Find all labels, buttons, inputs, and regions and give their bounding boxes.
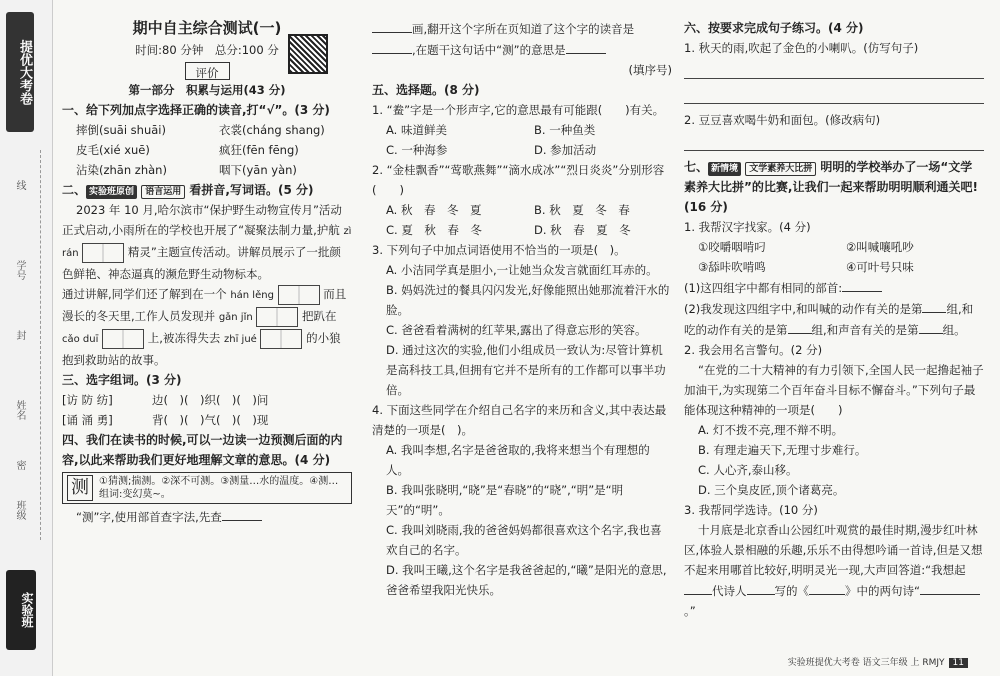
answer-blank[interactable] [920, 580, 980, 595]
dict-character: 测 [67, 475, 93, 501]
question-5: 五、选择题。(8 分) [372, 83, 480, 97]
char-group: ②叫喊嚷吼吵 [846, 240, 914, 254]
brand-label-bottom: 实验班 [6, 570, 36, 650]
column-2 [372, 18, 672, 600]
option[interactable]: B. 秋 夏 冬 春 [534, 203, 630, 217]
page-title: 期中自主综合测试(一) [132, 19, 282, 37]
q4-text: 画,翻开这个字所在页知道了这个字的读音是 [412, 22, 635, 36]
char-group: ①咬嚼咽啃叼 [698, 240, 766, 254]
q7-1: 1. 我帮汉字找家。(4 分) [684, 220, 811, 234]
char-group: ④可叶号只味 [846, 260, 914, 274]
answer-grid[interactable] [256, 307, 298, 327]
q7-1-d: 组,和声音有关的是第 [811, 323, 919, 337]
dict-line: ①猜测;揣测。②深不可测。③测量…水的温度。④测… [99, 476, 339, 487]
score-label: 评价 [195, 65, 219, 80]
answer-grid[interactable] [102, 329, 144, 349]
option[interactable]: C. 爸爸看着满树的红苹果,露出了得意忘形的笑容。 [386, 323, 647, 337]
class-label: 班级 [14, 500, 25, 520]
option[interactable]: C. 我叫刘晓雨,我的爸爸妈妈都很喜欢这个名字,我也喜欢自己的名字。 [386, 523, 662, 557]
option[interactable]: A. 我叫李想,名字是爸爸取的,我将来想当个有理想的人。 [386, 443, 650, 477]
q2-passage: 的小狼抱到救助站的故事。 [62, 331, 341, 367]
q2-passage: 精灵”主题宣传活动。讲解员展示了一批颜色鲜艳、神态逼真的濒危野生动物标本。 [62, 245, 341, 281]
option[interactable]: B. 有理走遍天下,无理寸步难行。 [698, 443, 867, 457]
exam-meta: 时间:80 分钟 总分:100 分 [135, 43, 279, 57]
column-3: 六、按要求完成句子练习。(4 分) 1. 秋天的雨,吹起了金色的小喇叭。(仿写句子) 2. 豆豆喜欢喝牛奶和面包。(修改病句) 七、 新情境 文学素养大比拼 明明的学校举办了一场“文学素养大比拼”的比赛,让我们一起来帮助明明顺利通关吧!(16 分) 1. 我帮汉字找家。(4 分) ①咬嚼咽啃叼 ②叫喊嚷吼吵 ③舔咔吹啃鸣 ④可叶号只味 (1)这四组字中都有相同的部首: (2)我发现这四组字中,和叫喊的动作有关的是第 组,和吃的动作有关的是第 组,和声音有关的是第 组。 2. 我会用名言警句。(2 分) “在党的二十大精神的有力引领下,全国人民一起撸起袖子加油干,为实现第二个百年奋斗目标不懈奋斗。”下列句子最能体现这种精神的一项是( ) A. 灯不拨不亮,理不辩不明。 B. 有理走遍天下,无理寸步难行。 C. 人心齐,泰山移。 D. 三个臭皮匠,顶个诸葛亮。 3. 我帮同学选诗。(10 分) 十月底是北京香山公园红叶观赏的最佳时期,漫步红叶林区,体验人景相融的乐趣,乐乐不由得想吟诵一首诗,但是又想不起来用哪首比较好,明明灵光一现,大声回答道:“我想起代诗人 写的《 》中的两句诗“。” [684, 18, 984, 621]
q1-item[interactable]: 疯狂(fēn fēng) [219, 143, 299, 157]
q2-passage: 上,被冻得失去 [147, 331, 221, 345]
q1-item[interactable]: 皮毛(xié xuē) [76, 143, 150, 157]
answer-blank[interactable] [922, 298, 946, 313]
q7-3-text: 》中的两句诗“ [845, 584, 920, 598]
q4-note: (填序号) [628, 63, 672, 77]
question-6: 六、按要求完成句子练习。(4 分) [684, 21, 864, 35]
new-context-tag: 新情境 [708, 162, 741, 176]
q5-2: 2. “金桂飘香”“莺歌燕舞”“滴水成冰”“烈日炎炎”分别形容( ) [372, 163, 665, 197]
score-box[interactable] [185, 62, 230, 80]
option[interactable]: C. 人心齐,泰山移。 [698, 463, 798, 477]
q7-1-b: (2)我发现这四组字中,和叫喊的动作有关的是第 [684, 302, 923, 316]
option[interactable]: D. 参加活动 [534, 143, 597, 157]
char-group: ③舔咔吹啃鸣 [698, 260, 766, 274]
answer-blank[interactable] [372, 18, 412, 33]
answer-line[interactable] [684, 132, 984, 151]
q7-3-text: 代诗人 [712, 584, 747, 598]
pinyin-hint: gǎn jǐn [218, 312, 253, 323]
q6-2: 2. 豆豆喜欢喝牛奶和面包。(修改病句) [684, 113, 881, 127]
q3-blanks[interactable]: 边( )( )织( )( )问 [152, 393, 269, 407]
pinyin-hint: zhī jué [224, 334, 257, 345]
q7-2: 2. 我会用名言警句。(2 分) [684, 343, 823, 357]
answer-blank[interactable] [809, 580, 845, 595]
answer-blank[interactable] [919, 319, 943, 334]
option[interactable]: A. 灯不拨不亮,理不辩不明。 [698, 423, 844, 437]
q5-1: 1. “鲞”字是一个形声字,它的意思最有可能跟( )有关。 [372, 103, 665, 117]
answer-blank[interactable] [747, 580, 775, 595]
footer-text: 实验班提优大考卷 语文三年级 上 RMJY [787, 658, 945, 668]
answer-grid[interactable] [260, 329, 302, 349]
q1-item[interactable]: 咽下(yān yàn) [219, 163, 297, 177]
option[interactable]: B. 一种鱼类 [534, 123, 596, 137]
answer-blank[interactable] [684, 580, 712, 595]
question-1: 一、给下列加点字选择正确的读音,打“√”。(3 分) [62, 103, 330, 117]
part-heading: 第一部分 积累与运用(43 分) [128, 83, 286, 97]
q7-3: 3. 我帮同学选诗。(10 分) [684, 503, 818, 517]
q7-1-c: 组,和吃的动作有关的是第 [684, 302, 974, 337]
question-3: 三、选字组词。(3 分) [62, 373, 182, 387]
student-id-label: 学号 [14, 260, 25, 280]
question-2: 看拼音,写词语。(5 分) [189, 183, 314, 197]
q5-4: 4. 下面这些同学在介绍自己名字的来历和含义,其中表达最清楚的一项是( )。 [372, 403, 667, 437]
q1-item[interactable]: 沾染(zhān zhàn) [76, 163, 167, 177]
option[interactable]: A. 秋 春 冬 夏 [386, 203, 482, 217]
q6-1: 1. 秋天的雨,吹起了金色的小喇叭。(仿写句子) [684, 41, 919, 55]
q3-choices: [访 防 纺] [62, 393, 113, 407]
q7-3-text: 。” [684, 604, 696, 618]
column-1: 期中自主综合测试(一) 时间:80 分钟 总分:100 分 评价 第一部分 积累与运用(43 分) 一、给下列加点字选择正确的读音,打“√”。(3 分) 摔倒(suāi shuāi) 衣裳(cháng shang) 皮毛(xié xuē) 疯狂(fēn fēng) 沾染(zhān zhàn) 咽下(yān yàn) 二、 实验班原创 语言运用 看拼音,写词语。(5 分) 2023 年 10 月,哈尔滨市“保护野生动物宣传月”活动正式启动,小雨所在的学校也开展了“凝聚法制力量,护航 zì rán 精灵”主题宣传活动。讲解员展示了一批颜色鲜艳、神态逼真的濒危野生动物标本。 通过讲解,同学们还了解到在一个 hán lěng 而且漫长的冬天里,工作人员发现并 gǎn jǐn 把趴在 cǎo duī 上,被冻得失去 zhī jué 的小狼抱到救助站的故事。 三、选字组词。(3 分) [访 防 纺] 边( )( )织( )( )问 [诵 涌 勇] 背( )( )气( )( )现 四、我们在读书的时候,可以一边读一边预测后面的内容,以此来帮助我们更好地理解文章的意思。(4 分) 测 ①猜测;揣测。②深不可测。③测量…水的温度。④测… 组词:变幻莫~。 “测”字,使用部首查字法,先查 [62, 19, 352, 524]
margin-mark-secret: 密 [14, 460, 25, 470]
dict-line: 组词:变幻莫~。 [99, 489, 171, 500]
option[interactable]: D. 秋 春 夏 冬 [534, 223, 631, 237]
page-footer [788, 655, 968, 668]
answer-line[interactable] [684, 85, 984, 104]
q2-passage: 通过讲解,同学们还了解到在一个 [62, 287, 227, 301]
q1-item[interactable]: 衣裳(cháng shang) [219, 123, 325, 137]
pinyin-hint: zì rán [62, 226, 352, 259]
original-tag: 实验班原创 [86, 185, 137, 199]
q2-passage: 而且漫长的冬天里,工作人员发现并 [62, 287, 347, 323]
option[interactable]: C. 夏 秋 春 冬 [386, 223, 482, 237]
answer-blank[interactable] [372, 39, 412, 54]
option[interactable]: D. 通过这次的实验,他们小组成员一致认为:尽管计算机是高科技工具,但拥有它并不是所有的工作都可以事半功倍。 [386, 343, 666, 397]
q7-3-text: 十月底是北京香山公园红叶观赏的最佳时期,漫步红叶林区,体验人景相融的乐趣,乐乐不由得想吟诵一首诗,但是又想不起来用哪首比较好,明明灵光一现,大声回答道:“我想起 [684, 523, 983, 577]
question-7: 明明的学校举办了一场“文学素养大比拼”的比赛,让我们一起来帮助明明顺利通关吧!(16 分) [684, 160, 978, 214]
pinyin-hint: hán lěng [230, 290, 274, 301]
pinyin-hint: cǎo duī [62, 334, 99, 345]
brand-label: 提优大考卷 [6, 12, 34, 132]
answer-blank[interactable] [842, 277, 882, 292]
q4-text: “测”字,使用部首查字法,先查 [76, 510, 222, 524]
answer-grid[interactable] [278, 285, 320, 305]
literacy-tag: 文学素养大比拼 [745, 162, 816, 176]
q3-blanks[interactable]: 背( )( )气( )( )现 [152, 413, 269, 427]
q4-text: ,在题干这句话中“测”的意思是 [412, 43, 566, 57]
page-number: 11 [949, 658, 968, 668]
answer-blank[interactable] [788, 319, 812, 334]
option[interactable]: A. 小洁同学真是胆小,一让她当众发言就面红耳赤的。 [386, 263, 658, 277]
answer-line[interactable] [684, 60, 984, 79]
answer-blank[interactable] [222, 506, 262, 521]
cut-line [40, 150, 42, 540]
answer-blank[interactable] [566, 39, 606, 54]
binding-margin [0, 0, 53, 676]
name-label: 姓名 [14, 400, 25, 420]
margin-mark-line: 线 [14, 180, 25, 190]
q3-choices: [诵 涌 勇] [62, 413, 113, 427]
q7-2-text: “在党的二十大精神的有力引领下,全国人民一起撸起袖子加油干,为实现第二个百年奋斗目标不懈奋斗。”下列句子最能体现这种精神的一项是( ) [684, 363, 984, 417]
option[interactable]: B. 我叫张晓明,“晓”是“春晓”的“晓”,“明”是“明天”的“明”。 [386, 483, 624, 517]
answer-grid[interactable] [82, 243, 124, 263]
q2-passage: 2023 年 10 月,哈尔滨市“保护野生动物宣传月”活动正式启动,小雨所在的学校也开展了“凝聚法制力量,护航 [62, 203, 342, 237]
question-4: 四、我们在读书的时候,可以一边读一边预测后面的内容,以此来帮助我们更好地理解文章的意思。(4 分) [62, 433, 343, 467]
q7-1-a: (1)这四组字中都有相同的部首: [684, 281, 843, 295]
option[interactable]: C. 一种海参 [386, 143, 448, 157]
option[interactable]: D. 我叫王曦,这个名字是我爸爸起的,“曦”是阳光的意思,爸爸希望我阳光快乐。 [386, 563, 667, 597]
option[interactable]: B. 妈妈洗过的餐具闪闪发光,好像能照出她那流着汗水的脸。 [386, 283, 670, 317]
q2-passage: 把趴在 [302, 309, 337, 323]
margin-mark-seal: 封 [14, 330, 25, 340]
q7-3-text: 写的《 [774, 584, 809, 598]
q5-3: 3. 下列句子中加点词语使用不恰当的一项是( )。 [372, 243, 626, 257]
q7-1-e: 组。 [942, 323, 966, 337]
option[interactable]: D. 三个臭皮匠,顶个诸葛亮。 [698, 483, 845, 497]
q1-item[interactable]: 摔倒(suāi shuāi) [76, 123, 166, 137]
option[interactable]: A. 味道鲜美 [386, 123, 447, 137]
language-tag: 语言运用 [141, 185, 185, 199]
dictionary-entry [62, 472, 352, 504]
